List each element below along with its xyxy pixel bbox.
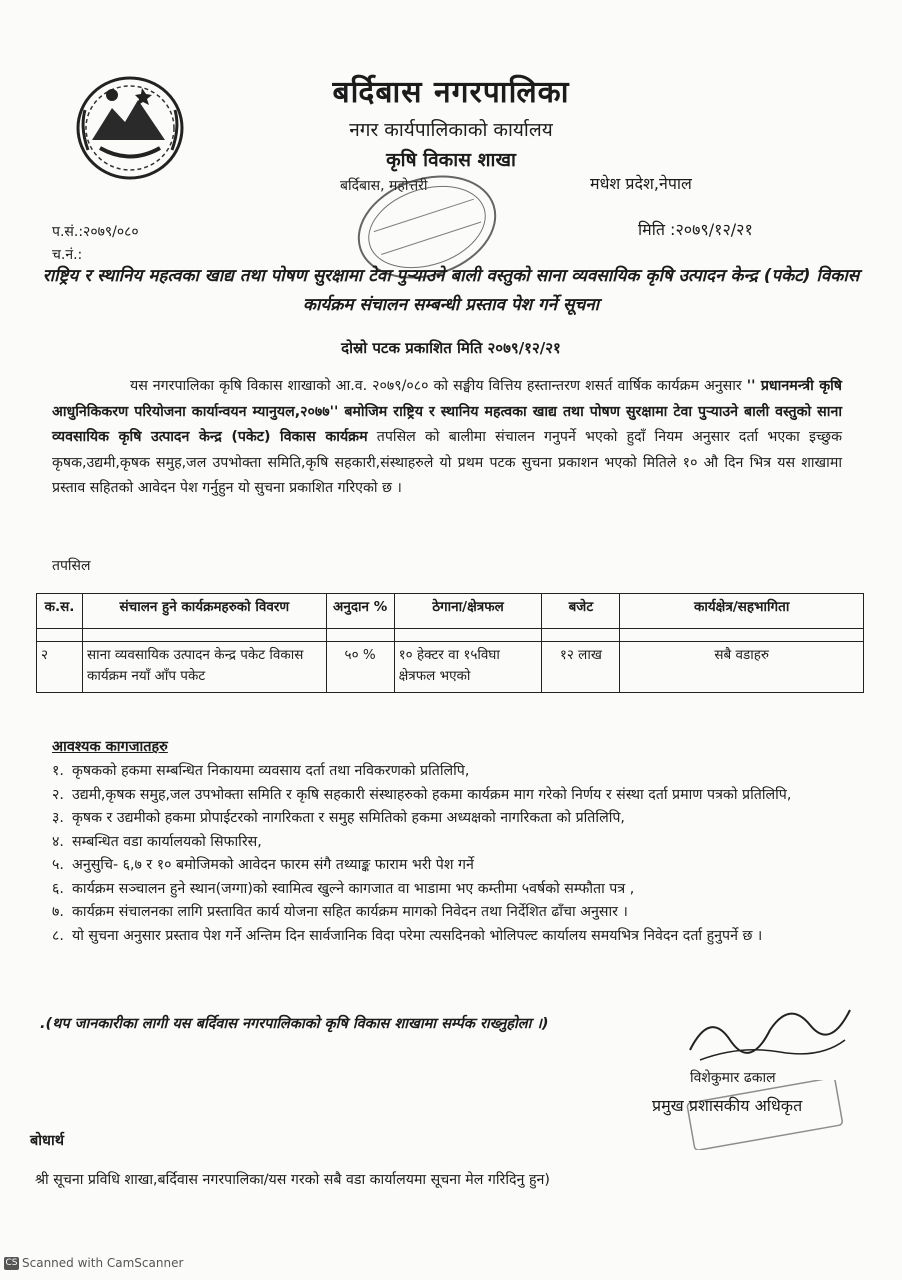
body-part-1: यस नगरपालिका कृषि विकास शाखाको आ.व. २०७९/०८० को सङ्घीय वित्तिय हस्तान्तरण शसर्त वार्षिक कार्यक्रम अनुसार <box>130 378 742 394</box>
table-cell: २ <box>37 642 83 693</box>
letter-number: प.सं.:२०७९/०८० <box>52 224 139 240</box>
handwritten-signature-icon <box>680 990 860 1070</box>
list-item <box>52 760 842 784</box>
body-part-2: '' प्रधानमन्त्री कृषि आधुनिकिकरण परियोजना कार्यान्वयन म्यानुयल,२०७७'' बमोजिम राष्ट्रिय र स्थानिय महत्वका खाद्य तथा पोषण सुरक्षामा टेवा पुऱ्याउने बाली वस्तुको साना व्यवसायिक कृषि उत्पादन केन्द्र (पकेट) विकास कार्यक्रम <box>52 378 842 445</box>
signatory-name: विशेकुमार ढकाल <box>690 1070 776 1086</box>
list-item-number: ५. <box>52 857 64 873</box>
camscanner-logo-icon: CS <box>5 1258 18 1268</box>
program-table <box>36 593 864 693</box>
list-item-text: कार्यक्रम संचालनका लागि प्रस्तावित कार्य योजना सहित कार्यक्रम मागको निवेदन तथा निर्देशित ढाँचा अनुसार । <box>72 904 628 920</box>
copy-recipient: श्री सूचना प्रविधि शाखा,बर्दिवास नगरपालिका/यस गरको सबै वडा कार्यालयमा सूचना मेल गरिदिनु हुन) <box>35 1172 550 1188</box>
signatory-title: प्रमुख प्रशासकीय अधिकृत <box>652 1096 803 1115</box>
table-row <box>37 642 864 693</box>
table-cell: ५० % <box>326 642 394 693</box>
municipality-title: बर्दिबास नगरपालिका <box>332 75 570 110</box>
table-cell: १० हेक्टर वा १५विघा क्षेत्रफल भएको <box>394 642 542 693</box>
watermark-text: Scanned with CamScanner <box>22 1256 184 1270</box>
list-item-number: ४. <box>52 833 64 850</box>
list-item <box>52 901 842 925</box>
list-item-text: कार्यक्रम सञ्चालन हुने स्थान(जग्गा)को स्वामित्व खुल्ने कागजात वा भाडामा भए कम्तीमा ५वर्षको सम्फौता पत्र , <box>72 880 635 897</box>
table-spacer-row <box>37 629 864 642</box>
contact-note: .(थप जानकारीका लागी यस बर्दिवास नगरपालिकाको कृषि विकास शाखामा सर्म्पक राख्नुहोला ।) <box>40 1016 549 1032</box>
province-label: मधेश प्रदेश,नेपाल <box>590 174 692 193</box>
office-address: बर्दिबास, महोत्तरी <box>340 178 428 194</box>
table-header-cell: बजेट <box>542 594 620 629</box>
for-information-label: बोधार्थ <box>30 1133 64 1149</box>
list-item-text: उद्यमी,कृषक समुह,जल उपभोक्ता समिति र कृषि सहकारी संस्थाहरुको हकमा कार्यक्रम माग गरेको निर्णय र संस्था दर्ता प्रमाण पत्रको प्रतिलिपि, <box>72 786 792 803</box>
table-header-cell: ठेगाना/क्षेत्रफल <box>394 594 542 629</box>
details-label: तपसिल <box>52 558 91 574</box>
list-item-text: अनुसुचि- ६,७ र १० बमोजिमको आवेदन फारम संगै तथ्याङ्क फाराम भरी पेश गर्ने <box>72 857 474 873</box>
list-item-number: ७. <box>52 904 64 920</box>
dispatch-number: च.नं.: <box>52 247 83 263</box>
table-cell: साना व्यवसायिक उत्पादन केन्द्र पकेट विकास कार्यक्रम नयाँ आँप पकेट <box>82 642 326 693</box>
table-header-row <box>37 594 864 629</box>
list-item-number: १. <box>52 763 64 779</box>
list-item <box>52 831 842 855</box>
list-item <box>52 807 842 831</box>
list-item <box>52 925 842 949</box>
list-item-number: ८. <box>52 927 64 944</box>
table-header-cell: कार्यक्षेत्र/सहभागिता <box>620 594 864 629</box>
required-documents-title: आवश्यक कागजातहरु <box>52 739 168 755</box>
table-cell: १२ लाख <box>542 642 620 693</box>
branch-name: कृषि विकास शाखा <box>386 149 516 171</box>
notice-subject: राष्ट्रिय र स्थानिय महत्वका खाद्य तथा पोषण सुरक्षामा टेवा पुऱ्याउने बाली वस्तुको साना व्यवसायिक कृषि उत्पादन केन्द्र (पकेट) विकास कार्यक्रम संचालन सम्बन्धी प्रस्ताव पेश गर्ने सूचना <box>42 266 860 315</box>
table-header-cell: संचालन हुने कार्यक्रमहरुको विवरण <box>82 594 326 629</box>
scanner-watermark <box>4 1256 183 1270</box>
list-item-text: सम्बन्धित वडा कार्यालयको सिफारिस, <box>72 833 262 850</box>
list-item <box>52 784 842 808</box>
list-item-text: यो सुचना अनुसार प्रस्ताव पेश गर्ने अन्तिम दिन सार्वजानिक विदा परेमा त्यसदिनको भोलिपल्ट कार्यालय समयभित्र निवेदन दर्ता हुनुपर्ने छ । <box>72 927 763 944</box>
list-item-number: ६. <box>52 880 64 897</box>
list-item-number: ३. <box>52 810 64 826</box>
required-documents-list <box>52 760 842 948</box>
list-item-text: कृषकको हकमा सम्बन्धित निकायमा व्यवसाय दर्ता तथा नविकरणको प्रतिलिपि, <box>72 763 470 779</box>
body-part-3: तपसिल को बालीमा संचालन गनुपर्ने भएको हुदाँ नियम अनुसार दर्ता भएका इच्छुक कृषक,उद्यमी,कृषक समुह,जल उपभोक्ता समिति,कृषि सहकारी,संस्थाहरुले यो प्रथम पटक सुचना प्रकाशन भएको मितिले १० औ दिन भित्र यस शाखामा प्रस्ताव सहितको आवेदन पेश गर्नुहुन यो सुचना प्रकाशित गरिएको छ । <box>52 429 842 496</box>
office-name: नगर कार्यपालिकाको कार्यालय <box>349 119 553 141</box>
list-item <box>52 878 842 902</box>
second-publication-date: दोस्रो पटक प्रकाशित मिति २०७९/१२/२१ <box>341 339 561 357</box>
table-header-cell: क.स. <box>37 594 83 629</box>
list-item <box>52 854 842 878</box>
notice-body <box>52 374 842 502</box>
issue-date: मिति :२०७९/१२/२१ <box>638 220 753 239</box>
table-cell: सबै वडाहरु <box>620 642 864 693</box>
list-item-number: २. <box>52 786 64 803</box>
list-item-text: कृषक र उद्यमीको हकमा प्रोपाईटरको नागरिकता र समुह समितिको हकमा अध्यक्षको नागरिकता को प्रतिलिपि, <box>72 810 625 826</box>
table-header-cell: अनुदान % <box>326 594 394 629</box>
